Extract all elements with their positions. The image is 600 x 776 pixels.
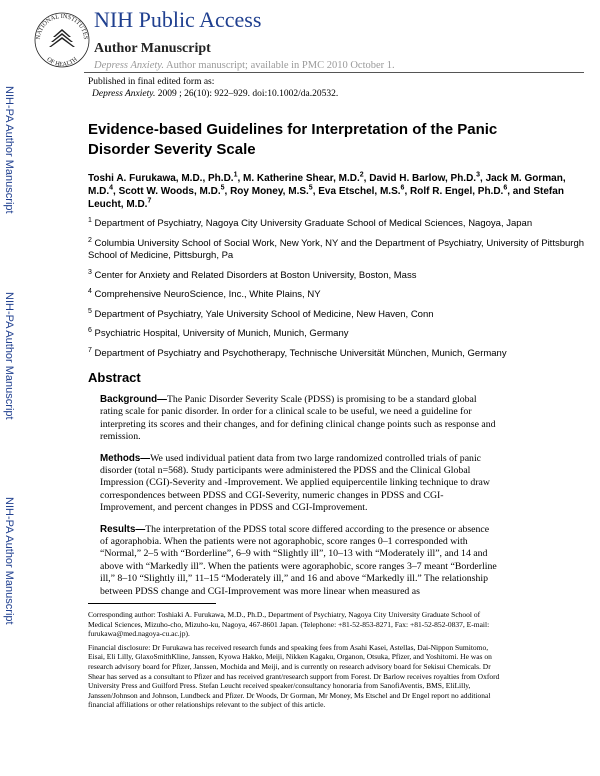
author-sup: 4 <box>109 184 114 192</box>
nih-seal-icon <box>30 4 92 70</box>
author-name: Toshi A. Furukawa, M.D., Ph.D. <box>88 173 234 184</box>
abstract-heading: Abstract <box>88 370 141 385</box>
nihpa-header <box>30 4 590 72</box>
author-name: David H. Barlow, Ph.D. <box>369 173 477 184</box>
affiliation-6: $^6$ Psychiatric Hospital, University of Munich, Munich, Germany <box>88 326 349 339</box>
article-body <box>88 120 588 598</box>
author-name: M. Katherine Shear, M.D. <box>243 173 360 184</box>
results-text: The interpretation of the PDSS total score differed according to the presence or absence of agoraphobia. When the patients were not agoraphobic, score ranges 0–1 corresponded with “Normal,” 2–5 with “Borderline”, 6–9 with “Slightly ill”, 10–13 with “Moderately ill”, and 14 and above with “Markedly ill”. When the patients were agoraphobic, score ranges 3–7 meant “Borderline ill,” 8–10 “Slightly ill,” 11–15 “Moderately ill,” and 16 and above “Markedly ill.” The relationship between PDSS change and CGI-Improvement was more linear when measured as <box>100 523 497 597</box>
affiliation-4: $^4$ Comprehensive NeuroScience, Inc., White Plains, NY <box>88 287 321 300</box>
article-title <box>88 120 588 160</box>
affiliation-1: $^1$ Department of Psychiatry, Nagoya City University Graduate School of Medical Sciences, Nagoya, Japan <box>88 216 533 229</box>
side-watermark-3 <box>0 497 22 757</box>
author-manuscript-label: Author Manuscript <box>94 41 211 56</box>
title-line-1: Evidence-based Guidelines for Interpretation of the Panic <box>88 121 498 138</box>
abstract-results <box>100 524 498 598</box>
logo-top-text: NATIONAL INSTITUTES <box>34 12 90 40</box>
author-name: Eva Etschel, M.S. <box>318 186 401 197</box>
side-label: NIH-PA Author Manuscript <box>3 292 15 420</box>
corresponding-author-note: Corresponding author: Toshiaki A. Furukawa, M.D., Ph.D., Department of Psychiatry, Nagoya City University Graduate School of Medical Sciences, Mizuho-cho, Mizuho-ku, Nagoya, 467-8601 Japan. (Telephone: +81-52-853-8271, Fax: +81-52-852-0837, E-mail: furukawa@med.nagoya-cu.ac.jp). <box>88 610 490 639</box>
note-journal: Depress Anxiety. <box>94 60 164 71</box>
published-in-line: Published in final edited form as: <box>88 77 215 87</box>
citation-details: 2009 ; 26(10): 922–929. doi:10.1002/da.20532. <box>157 89 339 99</box>
author-sup: 1 <box>233 171 238 179</box>
nih-seal-logo <box>30 4 92 70</box>
author-sup: 7 <box>147 197 152 205</box>
affiliation-7: $^7$ Department of Psychiatry and Psychotherapy, Technische Universität München, Munich, Germany <box>88 346 507 359</box>
affiliation-2: $^2$ Columbia University School of Social Work, New York, NY and the Department of Psychiatry, University of Pittsburgh School of Medicine, Pittsburgh, Pa <box>88 236 585 261</box>
author-sup: 5 <box>308 184 313 192</box>
footnotes <box>88 610 500 714</box>
author-sup: 3 <box>476 171 480 179</box>
author-sup: 6 <box>400 184 405 192</box>
title-line-2: Disorder Severity Scale <box>88 141 256 158</box>
svg-text:NATIONAL INSTITUTES <box>35 13 89 40</box>
citation-line <box>88 88 338 100</box>
author-sup: 6 <box>503 184 508 192</box>
side-label: NIH-PA Author Manuscript <box>3 497 15 625</box>
nih-public-access-title: NIH Public Access <box>94 7 262 32</box>
svg-text:OF HEALTH <box>45 56 79 68</box>
background-text: The Panic Disorder Severity Scale (PDSS) is promising to be a standard global rating scale for panic disorder. In order for a clinical scale to be useful, we need a guideline for interpreting its scores and their changes, and for defining clinical change points such as response and remission. <box>100 394 496 443</box>
citation-journal: Depress Anxiety. <box>92 89 156 99</box>
methods-text: We used individual patient data from two large randomized controlled trials of panic disorder (total n=568). Study participants were administered the PDSS and the Clinical Global Impression (CGI)-Severity and -Improvement. We applied equipercentile linking technique to draw correspondences between PDSS and CGI-Severity, numeric changes in PDSS and CGI-Improvement, and percent changes in PDSS and CGI-Improvement. <box>100 452 490 514</box>
methods-label: Methods— <box>100 452 151 464</box>
results-label: Results— <box>100 523 146 535</box>
background-label: Background— <box>100 394 167 405</box>
header-divider <box>84 72 584 73</box>
affiliation-3: $^3$ Center for Anxiety and Related Disorders at Boston University, Boston, Mass <box>88 268 417 281</box>
author-name: Stefan Leucht, M.D. <box>88 186 564 210</box>
author-sup: 2 <box>359 171 364 179</box>
author-list: Toshi A. Furukawa, M.D., Ph.D.$^1$, M. Katherine Shear, M.D.$^2$, David H. Barlow, Ph.D.$^3$, Jack M. Gorman, M.D.$^4$, Scott W. Woods, M.D.$^5$, Roy Money, M.S.$^5$, Eva Etschel, M.S.$^6$, Rolf R. Engel, Ph.D.$^6$, and Stefan Leucht, M.D.$^7$ <box>88 171 566 210</box>
affiliation-5: $^5$ Department of Psychiatry, Yale University School of Medicine, New Haven, Conn <box>88 307 434 320</box>
author-name: Jack M. Gorman, M.D. <box>88 173 566 197</box>
logo-bottom-text: OF HEALTH <box>45 55 79 69</box>
author-name: Roy Money, M.S. <box>230 186 309 197</box>
author-sup: 5 <box>220 184 225 192</box>
abstract-methods <box>100 453 498 515</box>
author-name: Scott W. Woods, M.D. <box>118 186 221 197</box>
side-label: NIH-PA Author Manuscript <box>3 86 15 214</box>
publication-info <box>88 76 338 100</box>
footnote-divider <box>88 603 216 604</box>
financial-disclosure-note: Financial disclosure: Dr Furukawa has received research funds and speaking fees from Asahi Kasei, Astellas, Dai-Nippon Sumitomo, Eisai, Eli Lilly, GlaxoSmithKline, Janssen, Kyowa Hakko, Meiji, Nikken Kagaku, Organon, Otsuka, Pfizer, and Yoshitomi. He was on research advisory board for Pfizer, Janssen, Mochida and Meiji, and is currently on research advisory board for Sekisui Chemicals. Dr Shear has served as a consultant to Pfizer and has received grant/research support from Forest. Dr Barlow receives royalties from Oxford University Press and Guilford Press. Stefan Leucht received speaker/consultancy honoraria from SanofiAventis, BMS, EliLilly, Janssen/Johnson and Johnson, Lundbeck and Pfizer. Dr Woods, Dr Gorman, Mr Money, Ms Etschel and Dr Engel report no additional financial affiliations or other relationships relevant to the subject of this article. <box>88 642 500 710</box>
note-text: Author manuscript; available in PMC 2010 October 1. <box>166 60 395 71</box>
abstract-background <box>100 394 498 444</box>
author-name: Rolf R. Engel, Ph.D. <box>410 186 504 197</box>
availability-note <box>94 60 395 71</box>
